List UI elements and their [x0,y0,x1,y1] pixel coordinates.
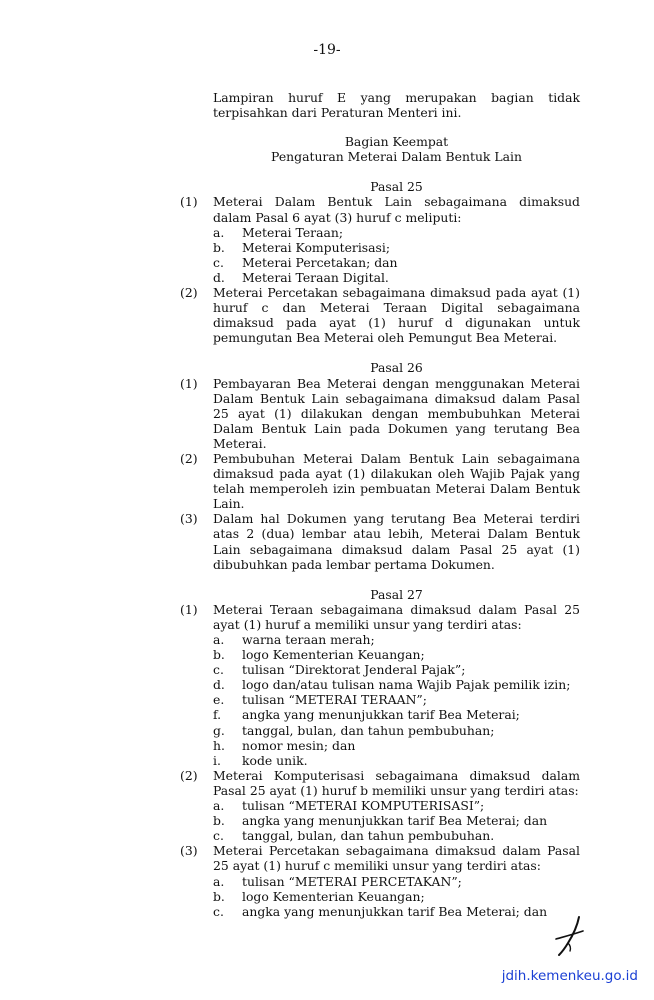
item-text: Meterai Teraan; [242,224,344,240]
list-item [213,874,580,889]
item-list [213,632,580,768]
intro-paragraph: Lampiran huruf E yang merupakan bagian tidak terpisahkan dari Peraturan Menteri ini. [213,90,580,121]
ayat-number: (2) [180,450,198,466]
list-item [213,707,580,722]
item-letter: c. [213,903,224,919]
pasal-26-title: Pasal 26 [370,360,423,376]
ayat-number: (2) [180,767,198,783]
ayat-text: Meterai Komputerisasi sebagaimana dimaksud dalam Pasal 25 ayat (1) huruf b memiliki unsur yang terdiri atas: [213,767,580,798]
list-item [213,270,580,285]
document-body [180,90,580,919]
item-text: warna teraan merah; [242,632,375,647]
item-letter: d. [213,269,225,285]
item-text: tulisan “METERAI TERAAN”; [242,692,427,708]
list-item [213,828,580,843]
item-list [213,874,580,919]
item-text: angka yang menunjukkan tarif Bea Meterai; [242,707,520,723]
list-item [213,677,580,692]
item-letter: b. [213,239,225,255]
section-title: Bagian Keempat [344,134,449,150]
item-letter: b. [213,813,225,829]
page-number: -19- [313,42,341,58]
item-letter: f. [213,707,222,723]
item-letter: b. [213,647,225,663]
ayat [180,768,580,798]
ayat-text: Dalam hal Dokumen yang terutang Bea Meterai terdiri atas 2 (dua) lembar atau lebih, Meterai Dalam Bentuk Lain sebagaimana dimaksud dalam Pasal 25 ayat (1) dibubuhkan pada lembar pertama Dokumen. [213,511,580,572]
list-item [213,753,580,768]
item-letter: a. [213,632,225,647]
list-item [213,798,580,813]
list-item [213,647,580,662]
item-text: Meterai Teraan Digital. [242,269,389,285]
item-letter: i. [213,752,221,768]
ayat [180,194,580,224]
list-item [213,692,580,707]
pasal-27-title: Pasal 27 [370,586,423,602]
item-letter: a. [213,798,225,814]
list-item [213,889,580,904]
item-text: nomor mesin; dan [242,737,356,753]
item-list [213,225,580,285]
ayat [180,451,580,511]
item-letter: e. [213,692,225,708]
list-item [213,662,580,677]
list-item [213,632,580,647]
ayat-text: Meterai Percetakan sebagaimana dimaksud pada ayat (1) huruf c dan Meterai Teraan Digital sebagaimana dimaksud pada ayat (1) huruf d digunakan untuk pemungutan Bea Meterai oleh Pemungut Bea Meterai. [213,285,580,346]
section-subtitle: Pengaturan Meterai Dalam Bentuk Lain [271,149,522,165]
ayat [180,376,580,451]
ayat-number: (1) [180,375,198,391]
item-letter: g. [213,722,225,738]
list-item [213,240,580,255]
item-text: Meterai Komputerisasi; [242,239,391,255]
item-text: tulisan “Direktorat Jenderal Pajak”; [242,662,466,678]
item-letter: c. [213,828,224,844]
item-letter: c. [213,662,224,678]
item-letter: a. [213,224,225,240]
ayat-text: Meterai Teraan sebagaimana dimaksud dalam Pasal 25 ayat (1) huruf a memiliki unsur yang terdiri atas: [213,601,580,632]
footer-url: jdih.kemenkeu.go.id [501,968,638,984]
item-letter: h. [213,737,225,753]
item-text: Meterai Percetakan; dan [242,254,398,270]
ayat-number: (3) [180,511,198,527]
list-item [213,723,580,738]
item-text: kode unik. [242,752,308,768]
list-item [213,738,580,753]
ayat-text: Meterai Dalam Bentuk Lain sebagaimana dimaksud dalam Pasal 6 ayat (3) huruf c meliputi: [213,194,580,225]
item-letter: a. [213,873,225,889]
ayat-text: Meterai Percetakan sebagaimana dimaksud dalam Pasal 25 ayat (1) huruf c memiliki unsur yang terdiri atas: [213,843,580,874]
item-text: logo dan/atau tulisan nama Wajib Pajak pemilik izin; [242,677,571,693]
list-item [213,255,580,270]
item-text: tanggal, bulan, dan tahun pembubuhan; [242,722,495,738]
ayat [180,285,580,345]
item-letter: b. [213,888,225,904]
ayat-number: (3) [180,843,198,859]
item-letter: d. [213,677,225,693]
ayat-text: Pembayaran Bea Meterai dengan menggunakan Meterai Dalam Bentuk Lain sebagaimana dimaksud dalam Pasal 25 ayat (1) dilakukan dengan membubuhkan Meterai Dalam Bentuk Lain pada Dokumen yang terutang Bea Meterai. [213,375,580,451]
item-text: tulisan “METERAI KOMPUTERISASI”; [242,798,485,814]
ayat [180,511,580,571]
ayat [180,602,580,632]
item-letter: c. [213,254,224,270]
ayat-text: Pembubuhan Meterai Dalam Bentuk Lain sebagaimana dimaksud pada ayat (1) dilakukan oleh Wajib Pajak yang telah memperoleh izin pembuatan Meterai Dalam Bentuk Lain. [213,450,580,512]
item-text: logo Kementerian Keuangan; [242,647,425,663]
item-text: tanggal, bulan, dan tahun pembubuhan. [242,828,495,844]
ayat-number: (2) [180,285,198,301]
initial-signature-icon [553,915,587,957]
list-item [213,225,580,240]
ayat-number: (1) [180,194,198,210]
item-text: tulisan “METERAI PERCETAKAN”; [242,873,462,889]
item-text: angka yang menunjukkan tarif Bea Meterai; dan [242,813,548,829]
pasal-25-title: Pasal 25 [370,179,423,195]
list-item [213,904,580,919]
item-text: logo Kementerian Keuangan; [242,888,425,904]
list-item [213,813,580,828]
item-list [213,798,580,843]
item-text: angka yang menunjukkan tarif Bea Meterai; dan [242,903,548,919]
ayat-number: (1) [180,601,198,617]
ayat [180,843,580,873]
